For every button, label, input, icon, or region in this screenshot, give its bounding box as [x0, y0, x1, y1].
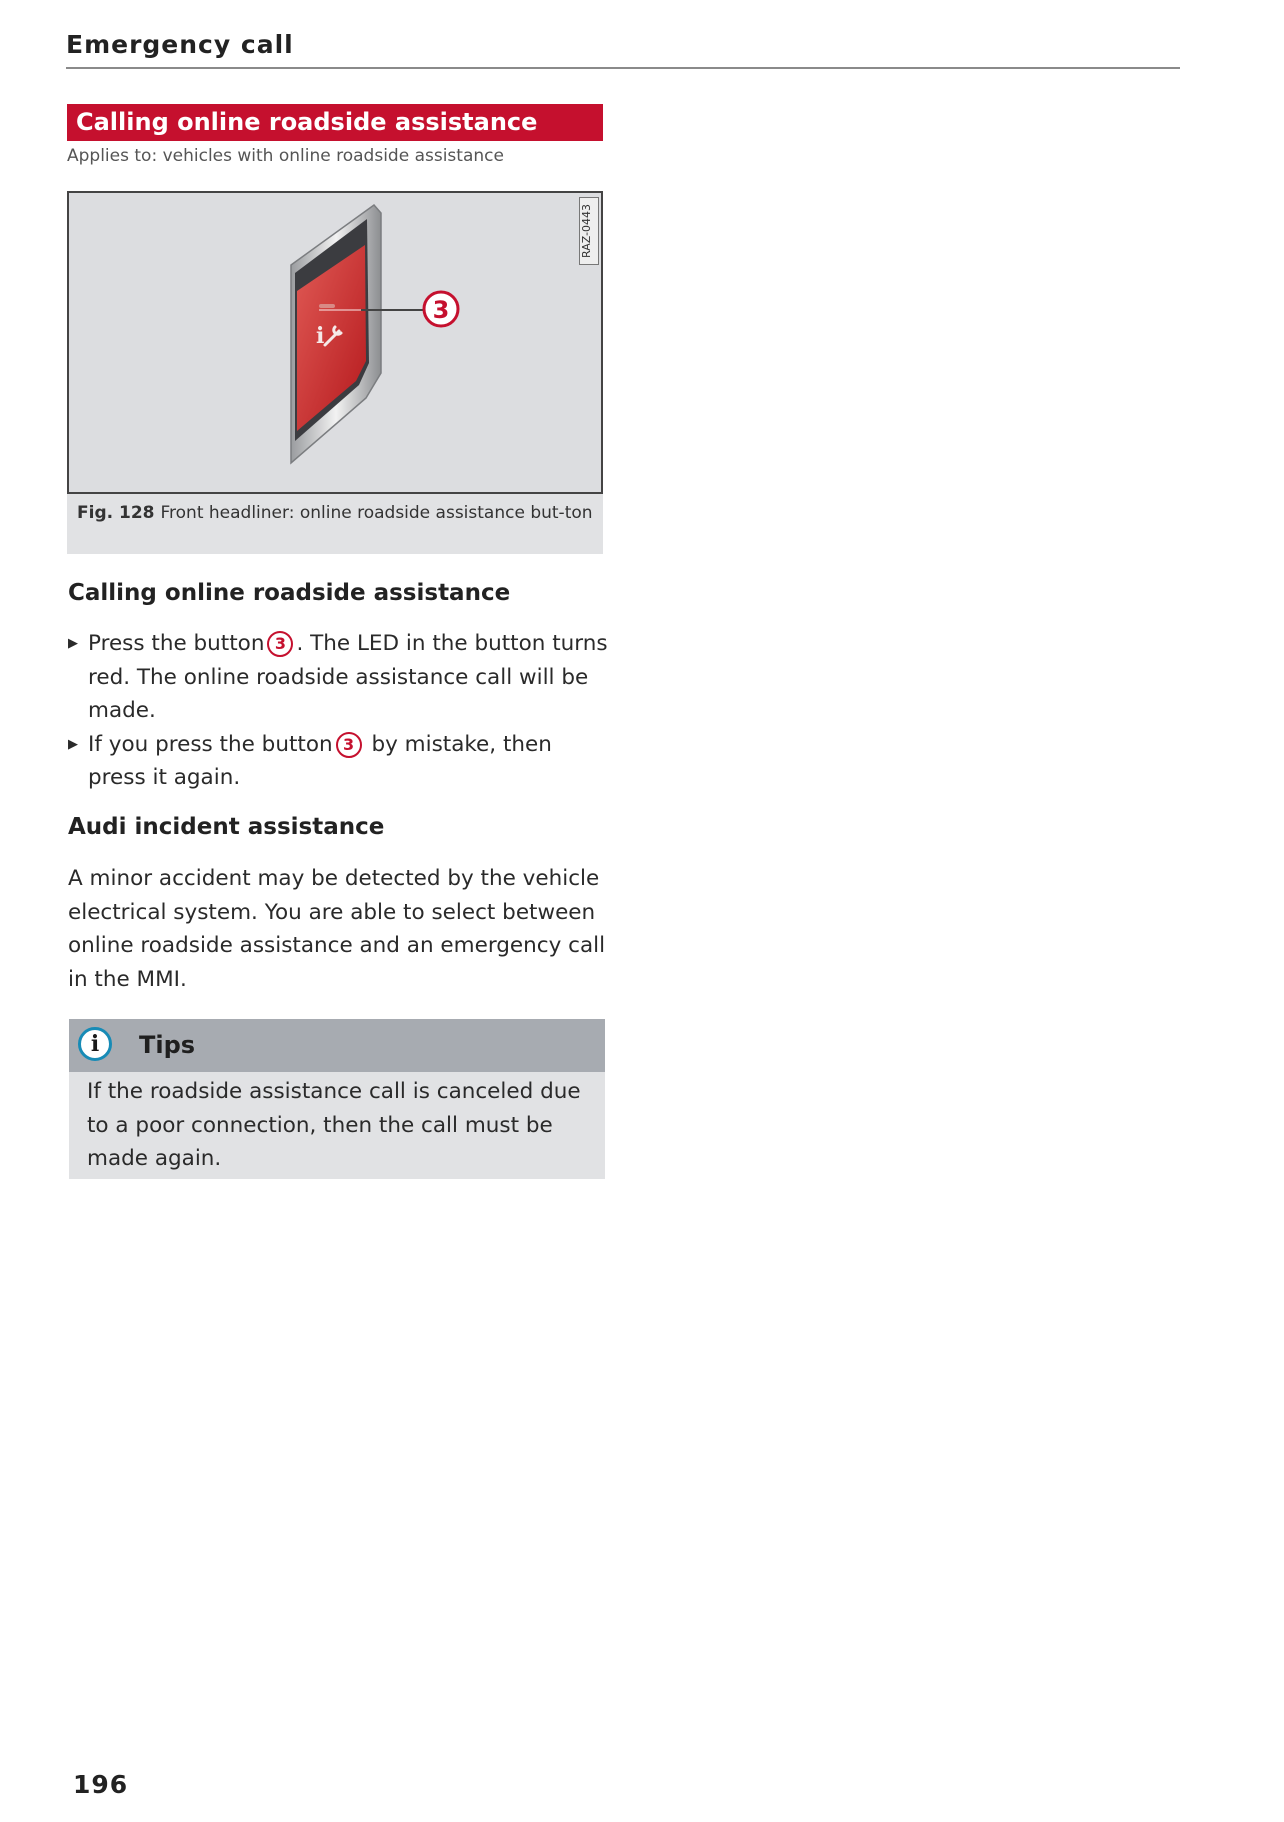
figure-code: RAZ-0443 [579, 197, 599, 265]
applies-to-note: Applies to: vehicles with online roadside assistance [67, 146, 504, 166]
callout-number: 3 [432, 296, 450, 324]
tips-header [69, 1019, 605, 1072]
tips-label: Tips [139, 1031, 196, 1059]
figure-caption-text: Front headliner: online roadside assistance but-ton [160, 503, 593, 523]
figure-caption [67, 494, 603, 554]
incident-paragraph: A minor accident may be detected by the vehicle electrical system. You are able to select between online roadside assistance and an emergency call in the MMI. [68, 866, 606, 992]
calling-heading: Calling online roadside assistance [68, 580, 511, 606]
page-number: 196 [73, 1770, 129, 1799]
callout-ref-icon: 3 [267, 631, 293, 657]
headliner-button-drawing [69, 193, 601, 492]
led-indicator [319, 304, 335, 308]
tips-box [69, 1019, 605, 1179]
info-icon: i [78, 1027, 112, 1061]
list-item: ▶ Press the button 3 . The LED in the button turns red. The online roadside assistance call will be made. [68, 627, 608, 728]
page-header-title: Emergency call [66, 30, 294, 59]
tips-text: If the roadside assistance call is canceled due to a poor connection, then the call must be made again. [87, 1079, 581, 1171]
callout-ref-icon: 3 [336, 732, 362, 758]
header-divider [66, 67, 1180, 69]
bullet-arrow-icon: ▶ [68, 736, 78, 752]
calling-steps-list [68, 627, 608, 795]
section-title-banner: Calling online roadside assistance [67, 104, 603, 141]
incident-heading: Audi incident assistance [68, 814, 385, 840]
info-symbol-icon: i [316, 323, 325, 349]
bullet-arrow-icon: ▶ [68, 636, 78, 651]
figure-caption-label: Fig. 128 [77, 503, 155, 523]
list-item: ▶ If you press the button 3 by mistake, then press it again. [68, 728, 608, 795]
figure-illustration [67, 191, 603, 494]
